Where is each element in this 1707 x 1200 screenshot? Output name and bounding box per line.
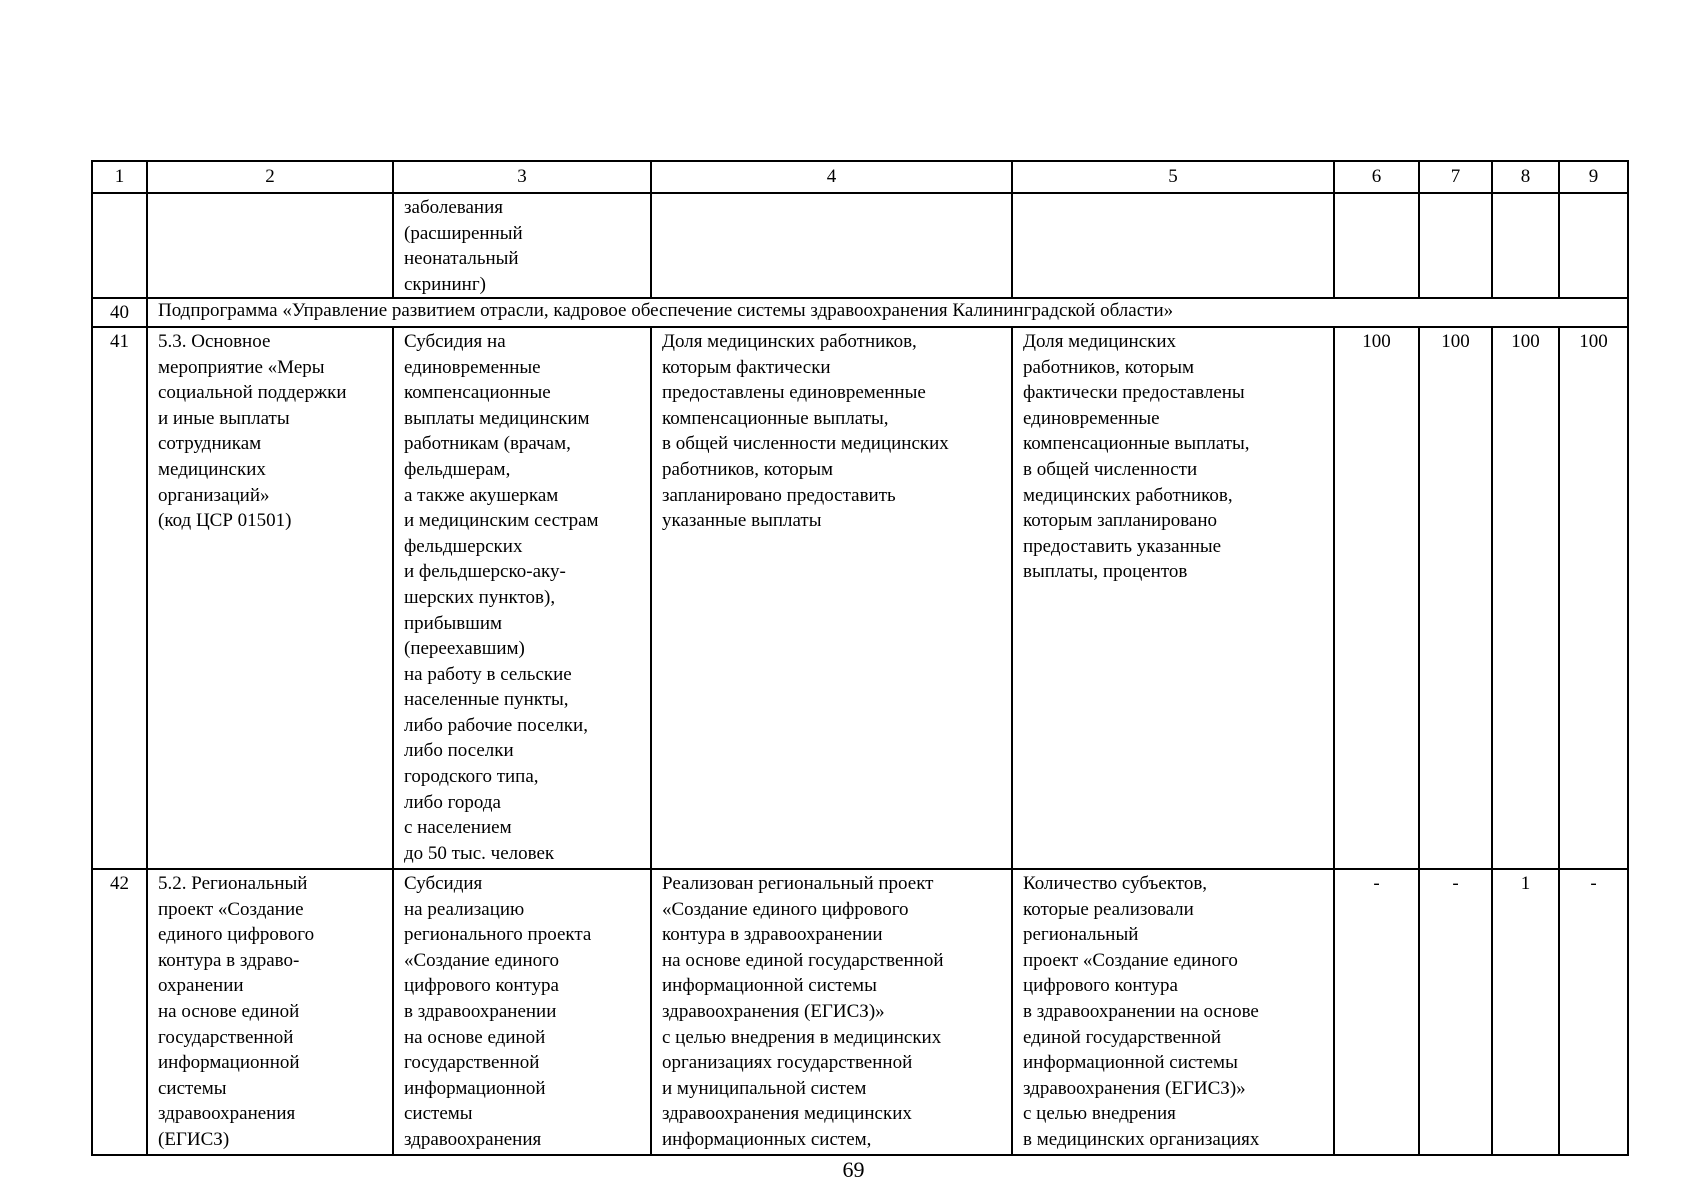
column-header: 6 — [1334, 161, 1419, 193]
column-header: 1 — [92, 161, 147, 193]
column-header: 2 — [147, 161, 393, 193]
result-description-cell: Реализован региональный проект «Создание единого цифрового контура в здравоохранении на основе единой государственной информационной системы здравоохранения (ЕГИСЗ)» с целью внедрения в медицинских организациях государственной и муниципальной систем здравоохранения медицинских информационных систем, — [651, 869, 1012, 1155]
measure-name-cell: 5.2. Региональный проект «Создание единого цифрового контура в здраво- охранении на основе единой государственной информационной системы здравоохранения (ЕГИСЗ) — [147, 869, 393, 1155]
row-number — [92, 193, 147, 298]
value-cell-col8: 100 — [1492, 327, 1559, 869]
program-table — [91, 160, 1629, 1156]
subprogram-title: Подпрограмма «Управление развитием отрасли, кадровое обеспечение системы здравоохранения Калининградской области» — [147, 298, 1628, 327]
measure-name-cell: 5.3. Основное мероприятие «Меры социальной поддержки и иные выплаты сотрудникам медицинских организаций» (код ЦСР 01501) — [147, 327, 393, 869]
value-cell-col6: - — [1334, 869, 1419, 1155]
subprogram-row — [92, 298, 1628, 327]
column-header: 7 — [1419, 161, 1492, 193]
column-header: 9 — [1559, 161, 1628, 193]
column-header: 5 — [1012, 161, 1334, 193]
indicator-description-cell: Количество субъектов, которые реализовали региональный проект «Создание единого цифрового контура в здравоохранении на основе единой государственной информационной системы здравоохранения (ЕГИСЗ)» с целью внедрения в медицинских организациях — [1012, 869, 1334, 1155]
funding-description-cell: Субсидия на единовременные компенсационные выплаты медицинским работникам (врачам, фельдшерам, а также акушеркам и медицинским сестрам фельдшерских и фельдшерско-аку- шерских пунктов), прибывшим (переехавшим) на работу в сельские населенные пункты, либо рабочие поселки, либо поселки городского типа, либо города с населением до 50 тыс. человек — [393, 327, 651, 869]
value-cell-col6: 100 — [1334, 327, 1419, 869]
value-cell-col7 — [1419, 193, 1492, 298]
value-cell-col7: - — [1419, 869, 1492, 1155]
table-row — [92, 869, 1628, 1155]
indicator-description-cell — [1012, 193, 1334, 298]
funding-description-cell: Субсидия на реализацию регионального проекта «Создание единого цифрового контура в здравоохранении на основе единой государственной информационной системы здравоохранения — [393, 869, 651, 1155]
measure-name-cell — [147, 193, 393, 298]
result-description-cell — [651, 193, 1012, 298]
value-cell-col9: - — [1559, 869, 1628, 1155]
value-cell-col6 — [1334, 193, 1419, 298]
row-number: 40 — [92, 298, 147, 327]
table-row-continuation — [92, 193, 1628, 298]
funding-description-cell: заболевания (расширенный неонатальный скрининг) — [393, 193, 651, 298]
value-cell-col8 — [1492, 193, 1559, 298]
value-cell-col7: 100 — [1419, 327, 1492, 869]
indicator-description-cell: Доля медицинских работников, которым фактически предоставлены единовременные компенсационные выплаты, в общей численности медицинских работников, которым запланировано предоставить указанные выплаты, процентов — [1012, 327, 1334, 869]
column-header: 8 — [1492, 161, 1559, 193]
page-number: 69 — [842, 1157, 865, 1182]
value-cell-col9 — [1559, 193, 1628, 298]
value-cell-col8: 1 — [1492, 869, 1559, 1155]
row-number: 42 — [92, 869, 147, 1155]
value-cell-col9: 100 — [1559, 327, 1628, 869]
column-number-row — [92, 161, 1628, 193]
column-header: 4 — [651, 161, 1012, 193]
result-description-cell: Доля медицинских работников, которым фактически предоставлены единовременные компенсационные выплаты, в общей численности медицинских работников, которым запланировано предоставить указанные выплаты — [651, 327, 1012, 869]
column-header: 3 — [393, 161, 651, 193]
table-row — [92, 327, 1628, 869]
row-number: 41 — [92, 327, 147, 869]
